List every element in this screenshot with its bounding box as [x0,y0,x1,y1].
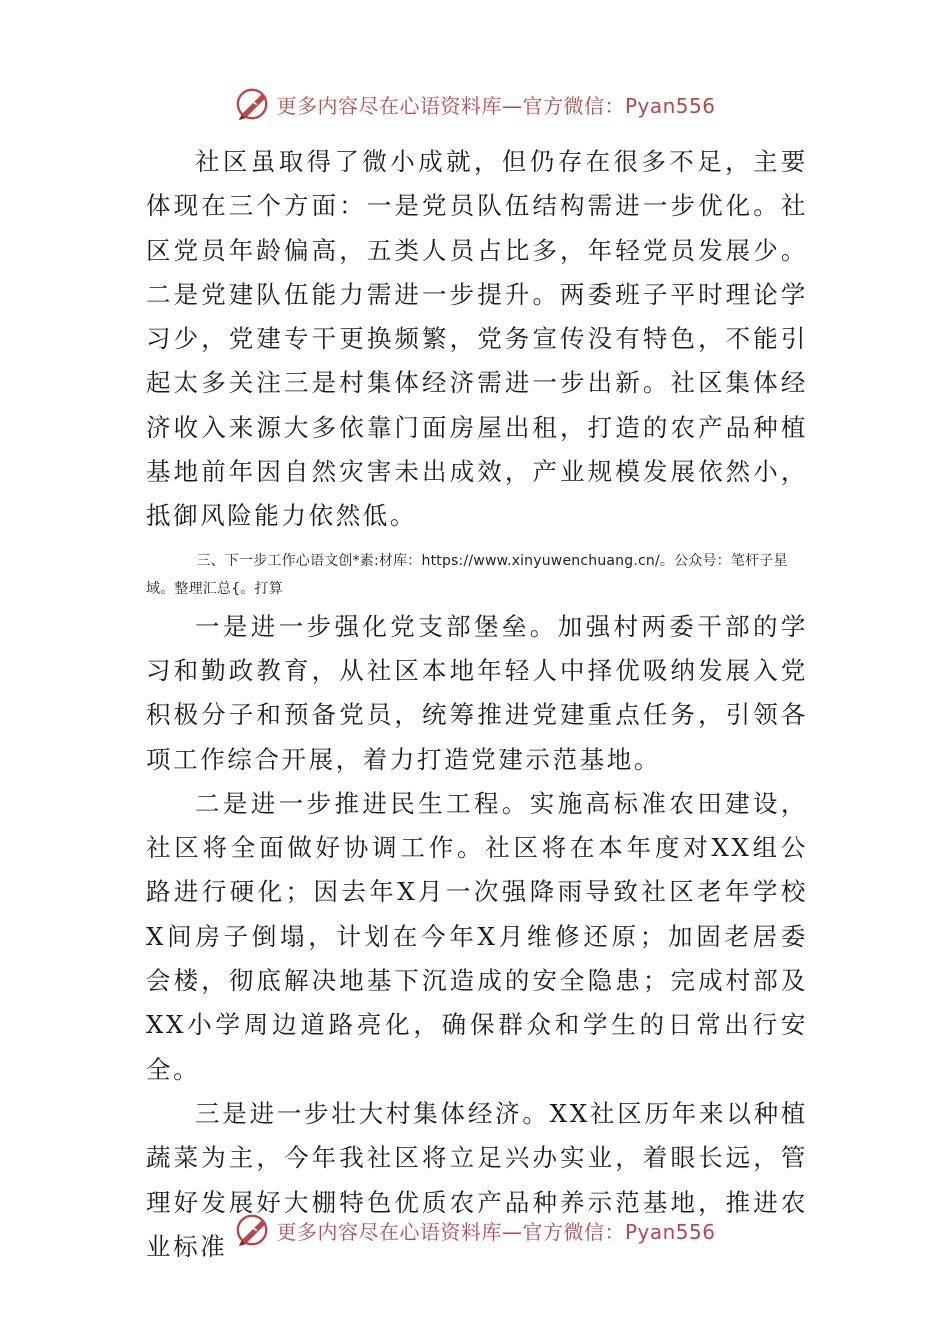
paragraph-party-branch: 一是进一步强化党支部堡垒。加强村两委干部的学习和勤政教育，从社区本地年轻人中择优吸纳发展入党积极分子和预备党员，统筹推进党建重点任务，引领各项工作综合开展，着力打造党建示范基地。 [146,611,808,774]
document-body [146,140,808,1269]
paragraph-collective-economy: 三是进一步壮大村集体经济。XX社区历年来以种植蔬菜为主，今年我社区将立足兴办实业，着眼长远，管理好发展好大棚特色优质农产品种养示范基地，推进农业标准 [146,1098,808,1261]
section-heading: 三、下一步工作心语文创*素:材库：https://www.xinyuwenchuang.cn/。公众号：笔杆子星域。整理汇总{。打算 [146,552,788,597]
pen-logo-icon [234,86,272,122]
footer-banner-text: 更多内容尽在心语资料库—官方微信：Pyan556 [276,1219,716,1244]
header-banner [0,84,950,124]
header-banner-text: 更多内容尽在心语资料库—官方微信：Pyan556 [276,93,716,118]
pen-logo-icon [234,1212,272,1248]
footer-banner [0,1210,950,1250]
paragraph-livelihood: 二是进一步推进民生工程。实施高标准农田建设，社区将全面做好协调工作。社区将在本年度对XX组公路进行硬化；因去年X月一次强降雨导致社区老年学校X间房子倒塌，计划在今年X月维修还原；加固老居委会楼，彻底解决地基下沉造成的安全隐患；完成村部及XX小学周边道路亮化，确保群众和学生的日常出行安全。 [146,788,808,1084]
paragraph-shortcomings: 社区虽取得了微小成就，但仍存在很多不足，主要体现在三个方面：一是党员队伍结构需进一步优化。社区党员年龄偏高，五类人员占比多，年轻党员发展少。二是党建队伍能力需进一步提升。两委班子平时理论学习少，党建专干更换频繁，党务宣传没有特色，不能引起太多关注三是村集体经济需进一步出新。社区集体经济收入来源大多依靠门面房屋出租，打造的农产品种植基地前年因自然灾害未出成效，产业规模发展依然小，抵御风险能力依然低。 [146,147,808,531]
